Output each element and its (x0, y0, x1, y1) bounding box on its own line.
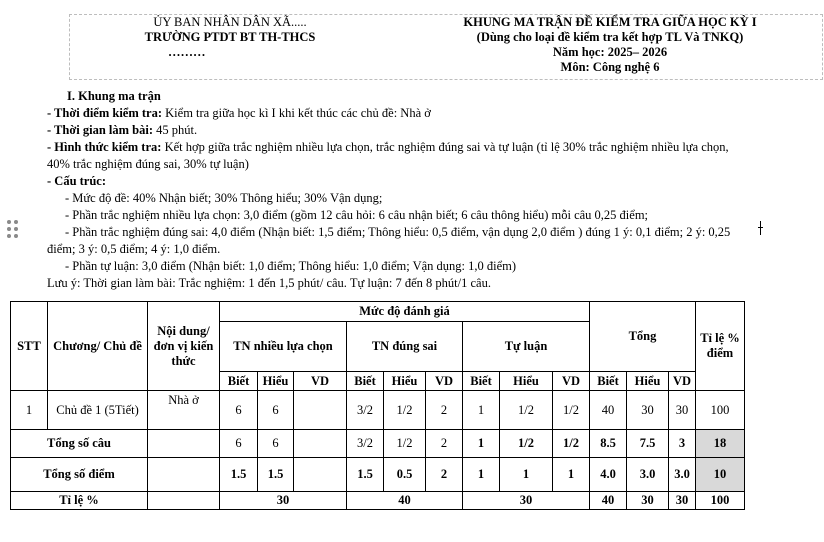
school-year: Năm học: 2025– 2026 (552, 45, 668, 59)
table-cell: 2 (426, 430, 463, 458)
sub-header: Biết (590, 372, 627, 391)
section-title: I. Khung ma trận (67, 89, 161, 103)
table-cell: 1/2 (384, 430, 426, 458)
table-cell: 1.5 (258, 458, 294, 492)
table-cell: 30 (669, 492, 696, 510)
table-cell: 6 (258, 391, 294, 430)
table-cell: 2 (426, 458, 463, 492)
row-label-points: Tổng số điểm (11, 458, 148, 492)
table-cell: 1 (463, 430, 500, 458)
exam-header (440, 15, 780, 75)
header-total: Tổng (590, 302, 696, 372)
header-tn-multi: TN nhiều lựa chọn (220, 322, 347, 372)
exam-subtitle: (Dùng cho loại đề kiểm tra kết hợp TL Và TNKQ) (476, 30, 744, 44)
header-essay: Tự luận (463, 322, 590, 372)
subject: Môn: Công nghệ 6 (560, 60, 660, 74)
table-cell: 3/2 (347, 391, 384, 430)
duration-line: - Thời gian làm bài: 45 phút. (47, 123, 198, 137)
table-cell: 1/2 (500, 430, 553, 458)
table-cell (294, 458, 347, 492)
header-content: Nội dung/đơn vị kiến thức (148, 302, 220, 391)
exam-form-line: - Hình thức kiểm tra: Kết hợp giữa trắc nghiệm nhiều lựa chọn, trắc nghiệm đúng sai và tự luận (tỉ lệ 30% trắc nghiệm nhiều lựa chọn, (47, 140, 729, 154)
table-cell: 1 (463, 391, 500, 430)
table-cell: 30 (220, 492, 347, 510)
table-cell: 3.0 (669, 458, 696, 492)
sub-header: Hiểu (627, 372, 669, 391)
committee-name: ỦY BAN NHÂN DÂN XÃ..... (153, 15, 307, 29)
table-cell: 100 (696, 391, 745, 430)
matrix-table (10, 301, 745, 510)
table-cell: 40 (347, 492, 463, 510)
header-chapter: Chương/ Chủ đề (48, 302, 148, 391)
table-cell: 1.5 (220, 458, 258, 492)
school-placeholder: ……… (168, 45, 206, 59)
table-cell: 3.0 (627, 458, 669, 492)
table-cell: 30 (463, 492, 590, 510)
table-cell: 18 (696, 430, 745, 458)
table-cell: 8.5 (590, 430, 627, 458)
table-cell: 6 (220, 430, 258, 458)
header-tn-tf: TN đúng sai (347, 322, 463, 372)
header-ratio: Tỉ lệ % điểm (696, 302, 745, 391)
sub-header: VD (553, 372, 590, 391)
note-line: Lưu ý: Thời gian làm bài: Trắc nghiệm: 1 đến 1,5 phút/ câu. Tự luận: 7 đến 8 phút/1 câu. (47, 276, 491, 290)
cell-content: Nhà ở (148, 391, 220, 430)
table-cell (148, 458, 220, 492)
table-cell (148, 430, 220, 458)
table-row (11, 430, 745, 458)
table-row (11, 391, 745, 430)
table-cell: 1 (553, 458, 590, 492)
table-cell: 10 (696, 458, 745, 492)
header-level: Mức độ đánh giá (220, 302, 590, 322)
true-false-line: - Phần trắc nghiệm đúng sai: 4,0 điểm (Nhận biết: 1,5 điểm; Thông hiểu: 0,5 điểm, vận dụng 2,0 điểm ) đúng 1 ý: 0,1 điểm; 2 ý: 0,25 (65, 225, 731, 239)
school-name: TRƯỜNG PTDT BT TH-THCS (144, 30, 316, 44)
row-label-questions: Tổng số câu (11, 430, 148, 458)
table-row (11, 492, 745, 510)
row-label-ratio: Tỉ lệ % (11, 492, 148, 510)
level-line: - Mức độ đề: 40% Nhận biết; 30% Thông hiểu; 30% Vận dụng; (65, 191, 383, 205)
table-row (11, 458, 745, 492)
sub-header: Biết (463, 372, 500, 391)
school-header (120, 15, 340, 60)
cell-stt: 1 (11, 391, 48, 430)
drag-handle-icon[interactable] (6, 220, 20, 240)
table-cell (148, 492, 220, 510)
table-cell: 1/2 (553, 391, 590, 430)
table-cell: 40 (590, 492, 627, 510)
table-cell: 30 (627, 492, 669, 510)
table-cell: 1.5 (347, 458, 384, 492)
sub-header: Biết (220, 372, 258, 391)
table-cell: 1 (463, 458, 500, 492)
table-cell: 1/2 (553, 430, 590, 458)
table-cell (294, 391, 347, 430)
exam-time-line: - Thời điểm kiểm tra: Kiểm tra giữa học kì I khi kết thúc các chủ đề: Nhà ở (47, 106, 431, 120)
sub-header: Hiểu (500, 372, 553, 391)
table-cell: 6 (258, 430, 294, 458)
table-cell: 1/2 (384, 391, 426, 430)
table-cell: 30 (669, 391, 696, 430)
header-stt: STT (11, 302, 48, 391)
structure-label: - Cấu trúc: (47, 174, 107, 188)
table-cell: 40 (590, 391, 627, 430)
table-cell: 2 (426, 391, 463, 430)
table-cell: 1/2 (500, 391, 553, 430)
true-false-cont: điểm; 3 ý: 0,5 điểm; 4 ý: 1,0 điểm. (47, 242, 221, 256)
table-cell: 30 (627, 391, 669, 430)
sub-header: VD (294, 372, 347, 391)
multiple-choice-line: - Phần trắc nghiệm nhiều lựa chọn: 3,0 điểm (gồm 12 câu hỏi: 6 câu nhận biết; 6 câu thông hiểu) mỗi câu 0,25 điểm; (65, 208, 649, 222)
table-cell: 4.0 (590, 458, 627, 492)
sub-header: Hiểu (384, 372, 426, 391)
sub-header: VD (669, 372, 696, 391)
exam-title: KHUNG MA TRẬN ĐỀ KIỂM TRA GIỮA HỌC KỲ I (463, 15, 757, 29)
cell-chapter: Chủ đề 1 (5Tiết) (48, 391, 148, 430)
sub-header: Hiểu (258, 372, 294, 391)
table-cell: 100 (696, 492, 745, 510)
text-cursor-icon (758, 221, 764, 235)
exam-form-cont: 40% trắc nghiệm đúng sai, 30% tự luận) (47, 157, 249, 171)
table-cell: 3/2 (347, 430, 384, 458)
table-cell: 7.5 (627, 430, 669, 458)
sub-header: Biết (347, 372, 384, 391)
table-cell: 1 (500, 458, 553, 492)
essay-line: - Phần tự luận: 3,0 điểm (Nhận biết: 1,0 điểm; Thông hiểu: 1,0 điểm; Vận dụng: 1,0 điểm) (65, 259, 517, 273)
table-cell (294, 430, 347, 458)
table-cell: 6 (220, 391, 258, 430)
document-body (47, 88, 817, 292)
table-cell: 3 (669, 430, 696, 458)
table-cell: 0.5 (384, 458, 426, 492)
sub-header: VD (426, 372, 463, 391)
